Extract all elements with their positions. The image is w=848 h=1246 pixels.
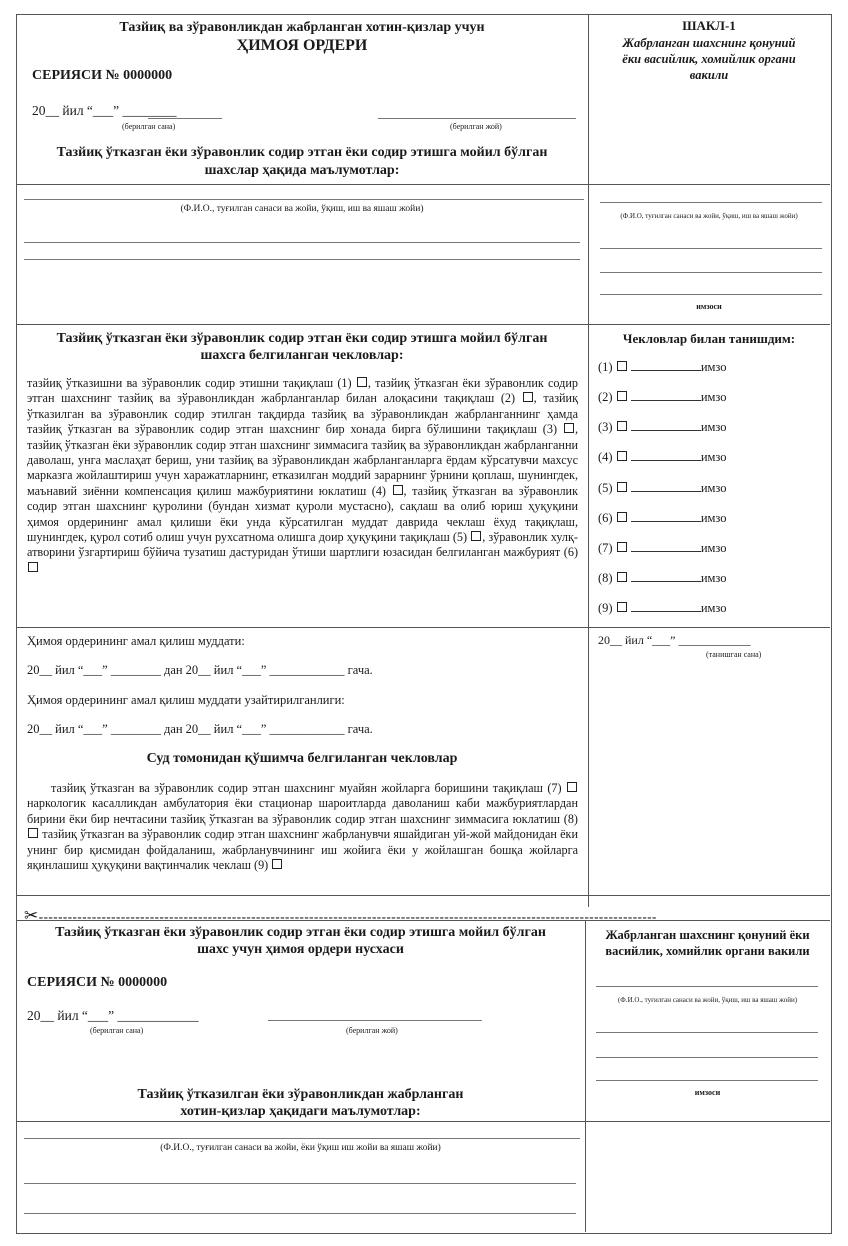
copy-issue-place-field[interactable] <box>268 1020 482 1021</box>
issue-date-field[interactable] <box>148 118 222 119</box>
representative-field[interactable] <box>600 272 822 273</box>
offender-info-field[interactable] <box>24 259 580 260</box>
court-heading: Суд томонидан қўшимча белгиланган чекловлар <box>146 751 458 766</box>
ack-checkbox-5[interactable] <box>617 482 627 492</box>
copy-representative-field[interactable] <box>596 986 818 987</box>
offender-info-field[interactable] <box>24 199 584 200</box>
acknowledge-date-line: 20__ йил “___” ____________ <box>598 633 751 647</box>
extension-period: 20__ йил “___” ________ дан 20__ йил “___” ____________ гача. <box>27 722 373 736</box>
acknowledge-row: (1) имзо <box>598 360 727 374</box>
acknowledge-row: (9) имзо <box>598 601 727 615</box>
restrictions-text: тазйиқ ўтказишни ва зўравонлик содир этишни тақиқлаш (1) , тазйиқ ўтказган ёки зўравонлик содир этган шахснинг тазйиқ ва зўравонликдан жабрланганлар билан алоқасини тақиқлаш (2) , тазйиқ ўтказилган ва зўравонлик содир этилган тақдирда тазйиқ ва зўравонликдан жабрланганнинг ҳамда тазйиқ ўтказган ва зўравонлик содир этган шахснинг бир хонада бирга бўлишини тақиқлаш (3) , тазйиқ ўтказган ёки зўравонлик содир этган шахснинг зиммасига тазйиқ ва зўравонликдан жабрланганни даволаш, унга маслаҳат бериш, уни тазйиқ ва зўравонликдан жабрланганларга ёрдам кўрсатувчи махсус марказга жойлаштириш учун харажатларнинг, етказилган моддий зарарнинг ўрнини қоплаш, шунингдек, маънавий зиённи компенсация қилиш мажбуриятини юклатиш (4) , тазйиқ ўтказган ва зўравонлик содир этган шахснинг қуролини (бундан хизмат қуроли мустасно), сақлаш ва олиб юриш ҳуқуқини ҳимоя ордерининг амал қилиши ёки унда кўрсатилган муддат даврида чеклаш ёхуд тақиқлаш, шунингдек, қурол сотиб олиш учун рухсатнома олишга доир ҳуқуқини тақиқлаш (5) , зўравонлик хулқ-атворини ўзгартириш бўйича тузатиш дастуридан ўтиши шартлиги юзасидан белгиланган мажбурият (6) <box>27 376 578 576</box>
ack-checkbox-4[interactable] <box>617 451 627 461</box>
scissors-icon: ✂ <box>24 906 39 925</box>
copy-issue-date-caption: (берилган сана) <box>90 1026 144 1035</box>
victim-info-field[interactable] <box>24 1213 576 1214</box>
ack-signature-field[interactable] <box>631 541 701 552</box>
copy-issue-place-caption: (берилган жой) <box>346 1026 398 1035</box>
checkbox-2[interactable] <box>523 392 533 402</box>
offenders-heading: Тазйиқ ўтказган ёки зўравонлик содир этган ёки содир этишга мойил бўлган <box>56 145 548 160</box>
acknowledge-heading: Чекловлар билан танишдим: <box>622 331 796 346</box>
ack-checkbox-2[interactable] <box>617 391 627 401</box>
offenders-heading: шахслар ҳақида маълумотлар: <box>204 163 400 178</box>
checkbox-1[interactable] <box>357 377 367 387</box>
form-number: ШАКЛ-1 <box>682 18 736 33</box>
victims-heading: хотин-қизлар ҳақидаги маълумотлар: <box>180 1104 421 1119</box>
ack-signature-field[interactable] <box>631 360 701 371</box>
series-number: СЕРИЯСИ № 0000000 <box>32 68 173 83</box>
victim-info-field[interactable] <box>24 1183 576 1184</box>
representative-caption: (Ф.И.О, туғилган санаси ва жойи, ўқиш, иш ва яшаш жойи) <box>620 212 798 220</box>
divider <box>16 324 830 325</box>
ack-checkbox-8[interactable] <box>617 572 627 582</box>
ack-signature-field[interactable] <box>631 420 701 431</box>
checkbox-4[interactable] <box>393 485 403 495</box>
copy-representative-field[interactable] <box>596 1032 818 1033</box>
restrictions-heading: шахсга белгиланган чекловлар: <box>200 348 404 363</box>
validity-period: 20__ йил “___” ________ дан 20__ йил “___” ____________ гача. <box>27 663 373 677</box>
restrictions-heading: Тазйиқ ўтказган ёки зўравонлик содир этган ёки содир этишга мойил бўлган <box>56 331 548 346</box>
acknowledge-row: (6) имзо <box>598 511 727 525</box>
ack-checkbox-9[interactable] <box>617 602 627 612</box>
column-divider-bottom <box>585 920 586 1232</box>
ack-signature-field[interactable] <box>631 601 701 612</box>
acknowledge-row: (2) имзо <box>598 390 727 404</box>
signature-caption: имзоси <box>696 302 722 311</box>
issue-place-field[interactable] <box>378 118 576 119</box>
acknowledge-row: (3) имзо <box>598 420 727 434</box>
checkbox-5[interactable] <box>471 531 481 541</box>
copy-representative-label: васийлик, хомийлик органи вакили <box>605 944 810 958</box>
representative-field[interactable] <box>600 248 822 249</box>
offender-info-caption: (Ф.И.О., туғилган санаси ва жойи, ўқиш, иш ва яшаш жойи) <box>180 204 424 214</box>
copy-signature-caption: имзоси <box>694 1088 721 1097</box>
copy-representative-label: Жабрланган шахснинг қонуний ёки <box>605 928 810 942</box>
acknowledge-row: (4) имзо <box>598 450 727 464</box>
copy-issue-date-line: 20__ йил “___” ____________ <box>27 1008 199 1023</box>
representative-label: вакили <box>689 68 729 82</box>
copy-signature-field[interactable] <box>596 1080 818 1081</box>
order-title: ҲИМОЯ ОРДЕРИ <box>236 37 368 54</box>
representative-label: ёки васийлик, хомийлик органи <box>622 52 796 66</box>
ack-signature-field[interactable] <box>631 390 701 401</box>
order-title-line1: Тазйиқ ва зўравонликдан жабрланган хотин-қизлар учун <box>119 20 485 35</box>
offender-info-field[interactable] <box>24 242 580 243</box>
checkbox-7[interactable] <box>567 782 577 792</box>
ack-signature-field[interactable] <box>631 450 701 461</box>
checkbox-6[interactable] <box>28 562 38 572</box>
court-restrictions-text: тазйиқ ўтказган ва зўравонлик содир этган шахснинг муайян жойларга боришини тақиқлаш (7) наркологик касалликдан амбулатория ёки стационар шароитларда даволаниш каби мажбуриятлардан бирини ёки бир нечтасини тазйиқ ўтказган ва зўравонлик содир этган шахснинг зиммасига юклатиш (8) тазйиқ ўтказган ва зўравонлик содир этган шахснинг жабрланувчи яшайдиган уй-жой майдонидан ёки унинг бир қисмидан фойдаланиш, жабрланувчининг иш жойига ёки у жойлашган бошқа жойларга яқинлашиш ҳуқуқини вақтинчалик чеклаш (9) <box>27 781 578 873</box>
ack-signature-field[interactable] <box>631 511 701 522</box>
copy-series-number: СЕРИЯСИ № 0000000 <box>27 975 168 990</box>
representative-label: Жабрланган шахснинг қонуний <box>622 36 796 50</box>
copy-representative-field[interactable] <box>596 1057 818 1058</box>
issue-date-caption: (берилган сана) <box>122 122 176 131</box>
validity-label: Ҳимоя ордерининг амал қилиш муддати: <box>27 634 245 648</box>
divider <box>16 1121 830 1122</box>
victims-heading: Тазйиқ ўтказилган ёки зўравонликдан жабрланган <box>137 1087 464 1102</box>
copy-heading: Тазйиқ ўтказган ёки зўравонлик содир этган ёки содир этишга мойил бўлган <box>55 925 546 940</box>
acknowledge-date-caption: (танишган сана) <box>706 650 762 659</box>
checkbox-3[interactable] <box>564 423 574 433</box>
copy-heading: шахс учун ҳимоя ордери нусхаси <box>197 942 404 957</box>
issue-place-caption: (берилган жой) <box>450 122 502 131</box>
acknowledge-row: (7) имзо <box>598 541 727 555</box>
checkbox-8[interactable] <box>28 828 38 838</box>
signature-field[interactable] <box>600 294 822 295</box>
acknowledge-row: (8) имзо <box>598 571 727 585</box>
form-frame <box>16 14 832 1234</box>
divider <box>16 184 830 185</box>
victim-info-field[interactable] <box>24 1138 580 1139</box>
ack-checkbox-6[interactable] <box>617 512 627 522</box>
copy-representative-caption: (Ф.И.О., туғилган санаси ва жойи, ўқиш, иш ва яшаш жойи) <box>617 996 798 1004</box>
checkbox-9[interactable] <box>272 859 282 869</box>
acknowledge-row: (5) имзо <box>598 481 727 495</box>
issue-date-line: 20__ йил “___” ________ <box>32 103 177 118</box>
divider <box>16 895 830 896</box>
ack-checkbox-3[interactable] <box>617 421 627 431</box>
victim-info-caption: (Ф.И.О., туғилган санаси ва жойи, ёки ўқиш иш жойи ва яшаш жойи) <box>160 1143 441 1153</box>
ack-signature-field[interactable] <box>631 481 701 492</box>
column-divider-top <box>588 14 589 907</box>
extension-label: Ҳимоя ордерининг амал қилиш муддати узайтирилганлиги: <box>27 693 345 707</box>
divider <box>16 627 830 628</box>
ack-checkbox-1[interactable] <box>617 361 627 371</box>
representative-field[interactable] <box>600 202 822 203</box>
cut-line: ✂-------------------------------------------------------------------------------------------------------------------------------- <box>24 906 657 925</box>
ack-checkbox-7[interactable] <box>617 542 627 552</box>
ack-signature-field[interactable] <box>631 571 701 582</box>
